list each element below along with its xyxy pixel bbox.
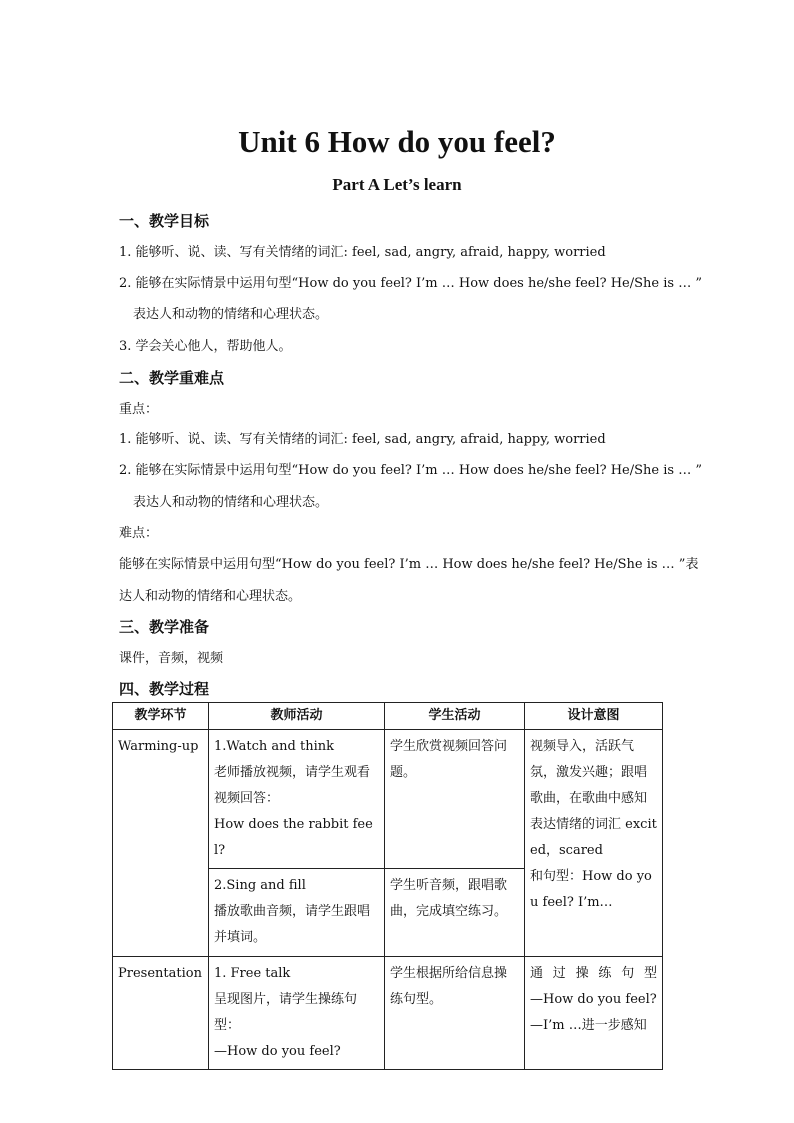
- column-header: 教学环节: [113, 703, 209, 730]
- stage-cell: [113, 957, 209, 1070]
- design-intent-line: —How do you feel?: [530, 992, 657, 1007]
- student-activity-text: 学生根据所给信息操练句型。: [390, 966, 508, 1007]
- teacher-activity-cell: [209, 730, 385, 869]
- section-heading-goals: 一、教学目标: [119, 212, 210, 230]
- stage-cell: [113, 730, 209, 957]
- table-header-row: [113, 703, 663, 730]
- column-header: 设计意图: [525, 703, 663, 730]
- difficult-item: 能够在实际情景中运用句型“How do you feel? I’m … How does he/she feel? He/She is … ”表: [119, 557, 699, 572]
- section-heading-process: 四、教学过程: [119, 680, 210, 698]
- teacher-activity-line: How does the rabbit feel?: [214, 817, 373, 858]
- student-activity-cell: [385, 957, 525, 1070]
- teacher-activity-cell: [209, 869, 385, 957]
- difficult-label: 难点：: [119, 526, 159, 541]
- design-intent-line: 视频导入，活跃气氛，激发兴趣；跟唱歌曲，在歌曲中感知表达情绪的词汇 excited，scared: [530, 739, 657, 858]
- teacher-activity-line: —How do you feel?: [214, 1044, 341, 1059]
- teacher-activity-line: 呈现图片，请学生操练句型：: [214, 992, 358, 1033]
- key-item: 1. 能够听、说、读、写有关情绪的词汇: feel, sad, angry, afraid, happy, worried: [119, 432, 606, 447]
- teacher-activity-line: 播放歌曲音频，请学生跟唱并填词。: [214, 904, 371, 945]
- page-title: Unit 6 How do you feel?: [238, 124, 556, 159]
- process-table: [112, 702, 663, 1070]
- student-activity-text: 学生欣赏视频回答问题。: [390, 739, 508, 780]
- goal-item: 3. 学会关心他人，帮助他人。: [119, 339, 292, 354]
- prep-text: 课件，音频，视频: [119, 651, 224, 666]
- teacher-activity-cell: [209, 957, 385, 1070]
- table-row: [113, 730, 663, 869]
- teacher-activity-line: 2.Sing and fill: [214, 878, 306, 893]
- table-row: [113, 957, 663, 1070]
- teacher-activity-line: 1. Free talk: [214, 966, 291, 981]
- page-subtitle: Part A Let’s learn: [332, 175, 462, 194]
- goal-item: 2. 能够在实际情景中运用句型“How do you feel? I’m … How does he/she feel? He/She is … ”: [119, 276, 702, 291]
- key-label: 重点：: [119, 402, 159, 417]
- column-header: 学生活动: [385, 703, 525, 730]
- section-heading-prep: 三、教学准备: [119, 618, 210, 636]
- goal-item: 表达人和动物的情绪和心理状态。: [133, 307, 329, 322]
- stage-label: Presentation: [118, 966, 202, 981]
- column-header: 教师活动: [209, 703, 385, 730]
- key-item: 表达人和动物的情绪和心理状态。: [133, 495, 329, 510]
- student-activity-cell: [385, 730, 525, 869]
- design-intent-line: —I’m …进一步感知: [530, 1018, 647, 1033]
- teacher-activity-line: 老师播放视频，请学生观看视频回答：: [214, 765, 371, 806]
- student-activity-cell: [385, 869, 525, 957]
- key-item: 2. 能够在实际情景中运用句型“How do you feel? I’m … How does he/she feel? He/She is … ”: [119, 463, 702, 478]
- difficult-item: 达人和动物的情绪和心理状态。: [119, 589, 302, 604]
- design-intent-line: 通 过 操 练 句 型: [530, 966, 657, 981]
- teacher-activity-line: 1.Watch and think: [214, 739, 334, 754]
- stage-label: Warming-up: [118, 739, 199, 754]
- section-heading-keypoints: 二、教学重难点: [119, 369, 225, 387]
- goal-item: 1. 能够听、说、读、写有关情绪的词汇: feel, sad, angry, afraid, happy, worried: [119, 245, 606, 260]
- design-intent-cell: [525, 730, 663, 957]
- student-activity-text: 学生听音频，跟唱歌曲，完成填空练习。: [390, 878, 508, 919]
- design-intent-cell: [525, 957, 663, 1070]
- design-intent-line: 和句型：How do you feel? I’m…: [530, 869, 652, 910]
